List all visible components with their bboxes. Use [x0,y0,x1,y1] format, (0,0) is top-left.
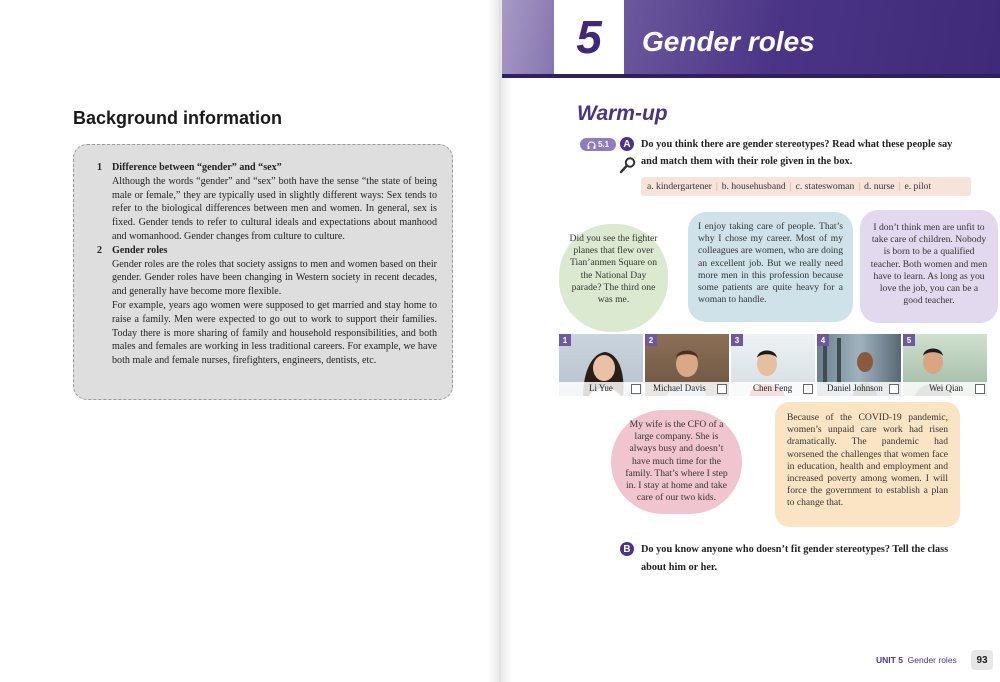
background-heading: Background information [73,108,283,128]
unit-number-box [554,0,624,74]
item-number: 2 [97,244,103,256]
item-title: Difference between “gender” and “sex” [112,162,282,173]
speech-bubble: Did you see the fighter planes that flew over Tian’anmen Square on the National Day parade? The third one was me. [559,224,668,332]
person-photo [559,334,643,396]
person-photo [731,334,815,396]
task-b-line1: Do you know anyone who doesn’t fit gender stereotypes? Tell the class [641,544,949,555]
person-name: Wei Qian [929,383,964,393]
speech-bubble: My wife is the CFO of a large company. She is always busy and doesn’t have much time for the family. That’s where I step in. I stay at home and take care of our two kids. [611,410,742,514]
option-item: b. househusband [721,181,786,192]
option-item: c. stateswoman [795,181,855,192]
person-name: Li Yue [589,383,613,393]
answer-checkbox[interactable] [889,384,899,394]
option-item: d. nurse [864,181,895,192]
item-title: Gender roles [112,244,168,256]
person-name: Daniel Johnson [827,383,883,393]
photo-number: 5 [903,334,915,346]
task-a-line2: and match them with their role given in the box. [641,156,853,167]
options-box: a. kindergartener | b. househusband | c. stateswoman | d. nurse | e. pilot [641,177,971,196]
task-letter-a: A [620,137,634,151]
unit-title: Gender roles [642,26,815,57]
task-letter-b: B [620,542,634,556]
photo-number: 2 [645,334,657,346]
photo-number: 1 [559,334,571,346]
item-number: 1 [97,162,103,173]
answer-checkbox[interactable] [631,384,641,394]
page-gutter [488,0,512,682]
audio-button[interactable] [580,138,616,151]
footer-unit-title: Gender roles [907,655,957,665]
answer-checkbox[interactable] [717,384,727,394]
person-photo [645,334,729,396]
magnifier-icon [619,156,637,174]
footer-unit [876,655,957,665]
background-item [97,161,437,244]
banner-stripe [502,74,1000,78]
speech-bubble: Because of the COVID-19 pandemic, women’s unpaid care work had risen dramatically. The pandemic had worsened the challenges that women face in education, health and employment and increased poverty among women. I will force the government to establish a plan to change that. [775,402,960,527]
person-photo [817,334,901,396]
photo-number: 4 [817,334,829,346]
item-paragraph: For example, years ago women were supposed to get married and stay home to raise a family. Men were expected to go out to work to support their families. Today there is more sharing of family and household responsibilities, and both males and females are working in less traditional careers. For example, we have both male and female nurses, firefighters, engineers, dentists, etc. [112,299,437,367]
headphones-icon [587,141,596,149]
item-paragraph: Although the words “gender” and “sex” both have the sense “the state of being male or female,” they are typically used in slightly different ways: Sex tends to refer to the biological differences between men and women. In general, sex is fixed. Gender tends to refer to cultural ideals and expectations about manhood and womanhood. Gender changes from culture to culture. [112,175,437,242]
task-b-line2: about him or her. [641,562,718,573]
person-name: Chen Feng [753,383,793,393]
task-a-line1: Do you think there are gender stereotypes? Read what these people say [641,139,953,150]
answer-checkbox[interactable] [975,384,985,394]
photo-number: 3 [731,334,743,346]
unit-number: 5 [576,11,602,63]
option-item: a. kindergartener [647,181,712,192]
speech-bubble: I don’t think men are unfit to take care of children. Nobody is born to be a qualified teacher. Both women and men have to learn. As long as you love the job, you can be a good teacher. [860,210,998,323]
speech-bubble: I enjoy taking care of people. That’s why I chose my career. Most of my colleagues are women, who are doing an excellent job. But we really need more men in this profession because some patients are quite heavy for a woman to handle. [688,212,853,322]
warmup-title: Warm-up [577,102,668,125]
audio-track: 5.1 [597,140,610,149]
background-text [97,161,437,368]
person-name: Michael Davis [653,383,706,393]
people-photos [559,334,988,396]
person-photo [903,334,987,396]
page-number: 93 [971,650,993,670]
option-item: e. pilot [904,181,932,192]
background-item [97,244,437,368]
footer-unit-label: UNIT 5 [876,655,903,665]
answer-checkbox[interactable] [803,384,813,394]
item-paragraph: Gender roles are the roles that society assigns to men and women based on their gender. Gender roles have been changing in Western society in recent decades, and generally have become more flexible. [112,258,437,298]
